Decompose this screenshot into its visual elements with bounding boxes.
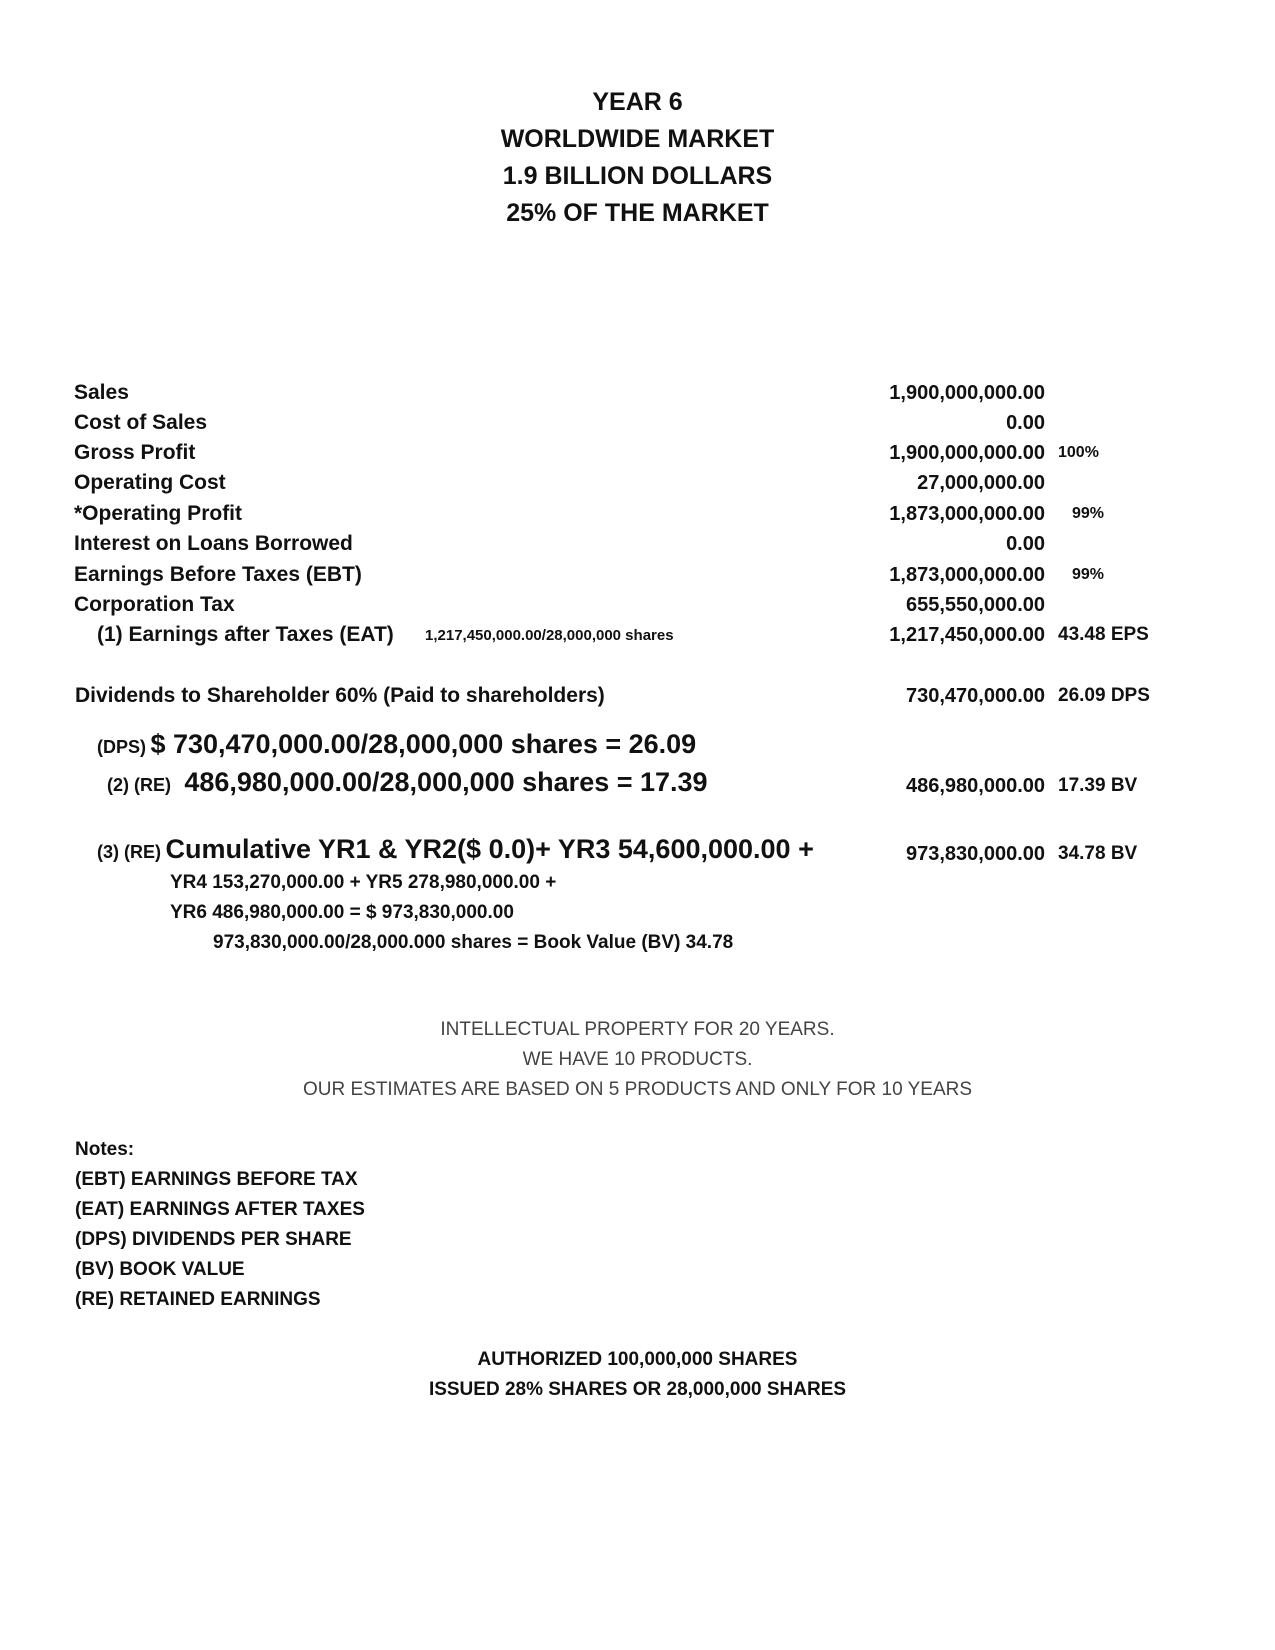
row-amount-operating-cost: 27,000,000.00 [917,472,1045,494]
re-prefix: (2) (RE) [107,775,171,795]
row-amount-sales: 1,900,000,000.00 [889,382,1045,404]
issued-shares: ISSUED 28% SHARES OR 28,000,000 SHARES [428,1379,847,1400]
page-title-share: 25% OF THE MARKET [506,199,769,227]
re-formula: 486,980,000.00/28,000,000 shares = 17.39 [184,767,708,797]
row-amount-interest: 0.00 [1006,533,1045,555]
row-label-gross-profit: Gross Profit [74,441,196,464]
re-amount: 486,980,000.00 [905,775,1045,797]
row-label-interest: Interest on Loans Borrowed [74,532,353,555]
row-amount-eat: 1,217,450,000.00 [889,624,1045,646]
dps-prefix: (DPS) [97,737,146,757]
note-item: (EBT) EARNINGS BEFORE TAX [75,1169,358,1190]
ip-line-1: INTELLECTUAL PROPERTY FOR 20 YEARS. [440,1019,835,1040]
re-line [107,764,708,800]
row-amount-corporation-tax: 655,550,000.00 [905,594,1045,616]
cumulative-bv-value: 34.78 BV [1058,843,1138,864]
row-amount-gross-profit: 1,900,000,000.00 [889,442,1045,464]
row-pct-operating-profit: 99% [1072,505,1105,522]
dps-line [97,726,696,762]
note-item: (BV) BOOK VALUE [75,1259,245,1280]
row-label-corporation-tax: Corporation Tax [74,593,235,616]
row-label-sales: Sales [74,381,129,404]
notes-title: Notes: [75,1139,135,1160]
ip-line-2: WE HAVE 10 PRODUCTS. [522,1049,753,1070]
row-amount-operating-profit: 1,873,000,000.00 [889,503,1045,525]
cumulative-formula: Cumulative YR1 & YR2($ 0.0)+ YR3 54,600,000.00 + [165,834,814,864]
dps-formula: $ 730,470,000.00/28,000,000 shares = 26.09 [150,729,697,759]
row-pct-gross-profit: 100% [1058,444,1099,461]
ip-line-3: OUR ESTIMATES ARE BASED ON 5 PRODUCTS AND ONLY FOR 10 YEARS [302,1079,973,1100]
row-label-ebt: Earnings Before Taxes (EBT) [74,563,362,586]
page-title-market: WORLDWIDE MARKET [500,125,775,153]
note-item: (RE) RETAINED EARNINGS [75,1289,321,1310]
cumulative-line [97,831,814,867]
cumulative-amount: 973,830,000.00 [905,843,1045,865]
cumulative-line-3: YR6 486,980,000.00 = $ 973,830,000.00 [170,902,514,923]
cumulative-line-2: YR4 153,270,000.00 + YR5 278,980,000.00 + [170,872,557,893]
row-label-eat: (1) Earnings after Taxes (EAT) [97,623,394,646]
cumulative-prefix: (3) (RE) [97,842,161,862]
dps-value: 26.09 DPS [1058,685,1150,706]
eps-value: 43.48 EPS [1058,624,1149,645]
page-title-year: YEAR 6 [592,88,683,116]
dividends-amount: 730,470,000.00 [905,685,1045,707]
row-label-cost-of-sales: Cost of Sales [74,411,208,434]
eat-calculation: 1,217,450,000.00/28,000,000 shares [425,627,674,644]
row-pct-ebt: 99% [1072,566,1105,583]
dividends-label: Dividends to Shareholder 60% (Paid to shareholders) [75,684,605,707]
note-item: (EAT) EARNINGS AFTER TAXES [75,1199,365,1220]
cumulative-line-4: 973,830,000.00/28,000.000 shares = Book Value (BV) 34.78 [213,932,734,953]
row-amount-cost-of-sales: 0.00 [1006,412,1045,434]
note-item: (DPS) DIVIDENDS PER SHARE [75,1229,352,1250]
authorized-shares: AUTHORIZED 100,000,000 SHARES [477,1349,798,1370]
re-bv-value: 17.39 BV [1058,775,1138,796]
row-label-operating-profit: *Operating Profit [74,502,243,525]
row-label-operating-cost: Operating Cost [74,471,226,494]
page-title-amount: 1.9 BILLION DOLLARS [502,162,773,190]
row-amount-ebt: 1,873,000,000.00 [889,564,1045,586]
